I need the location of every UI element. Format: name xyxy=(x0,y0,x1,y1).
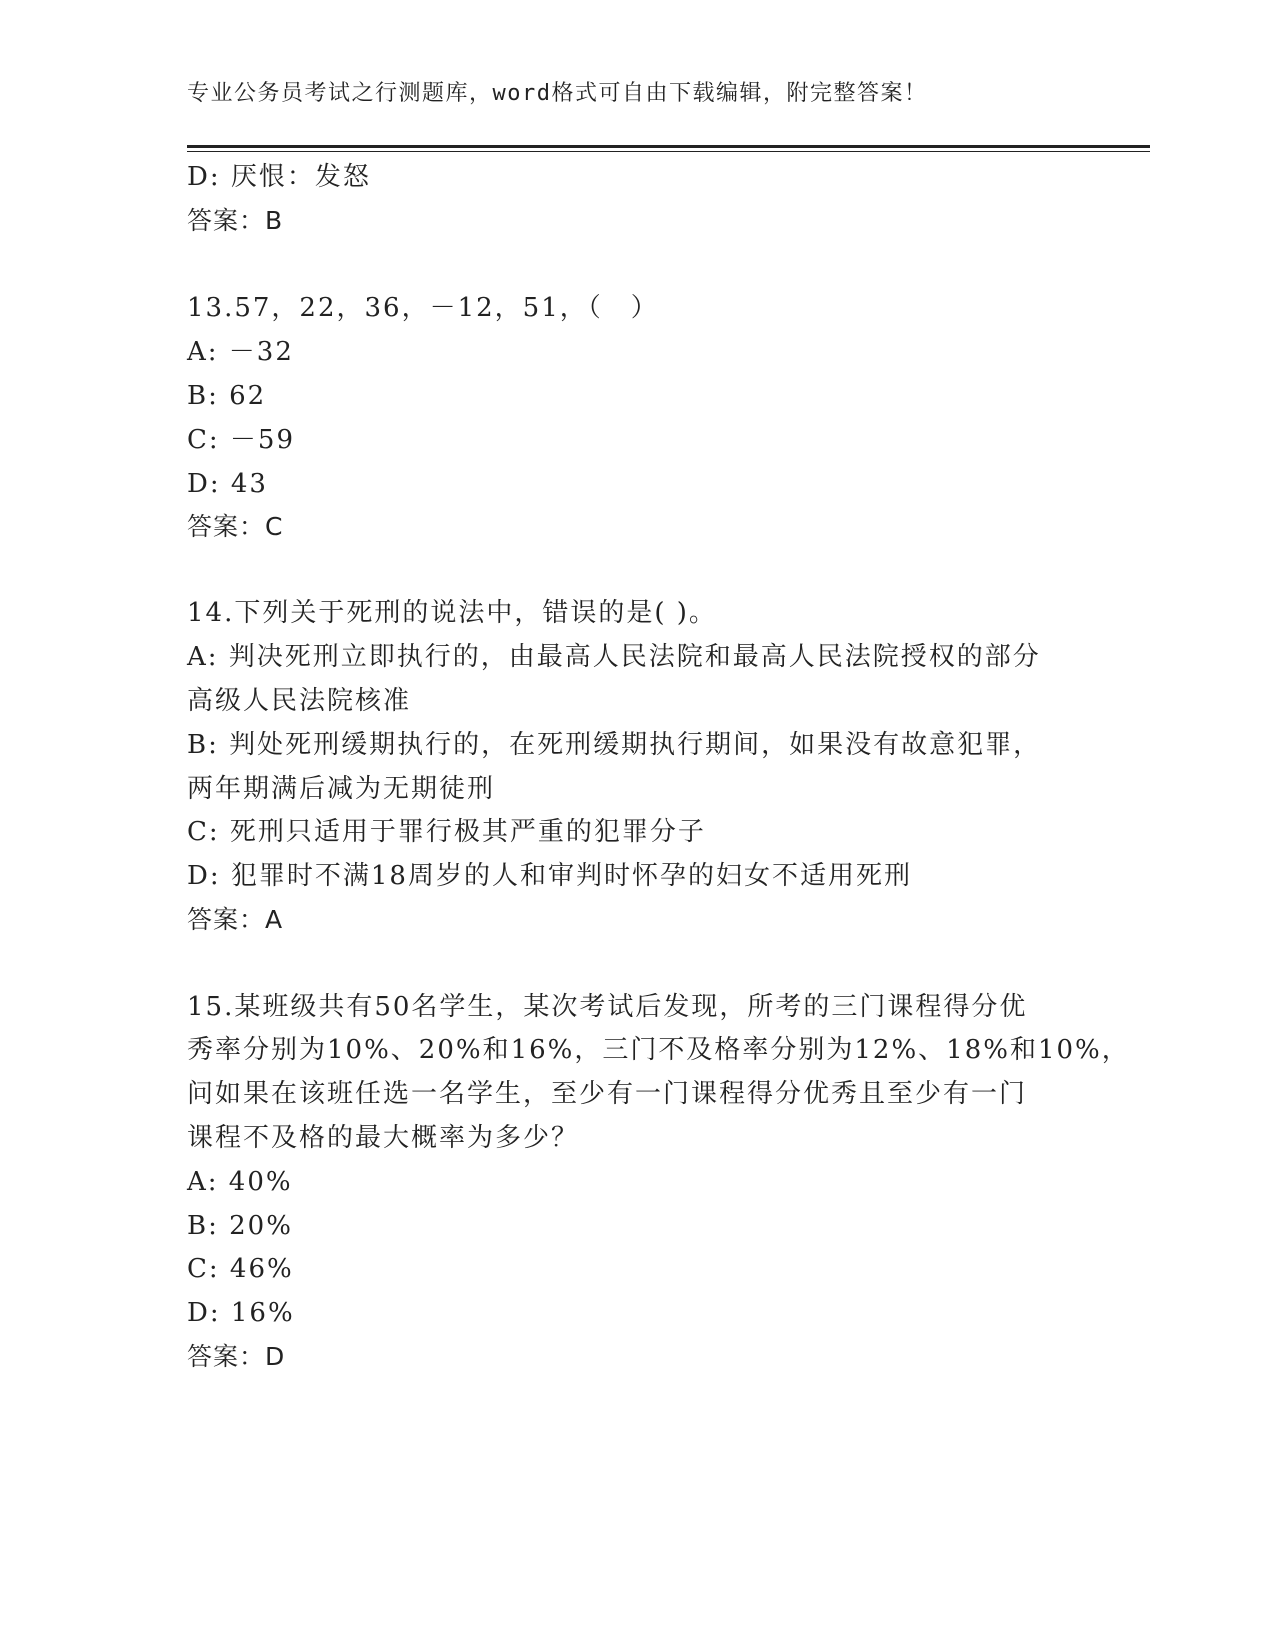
q13-stem: 13.57，22，36，－12，51，（ ） xyxy=(187,293,659,323)
q13-option-d: D: 43 xyxy=(187,469,268,499)
q15-stem-line2: 秀率分别为10%、20%和16%，三门不及格率分别为12%、18%和10%， xyxy=(187,1035,1130,1065)
header-divider-thin xyxy=(187,151,1150,152)
q14-option-a-line2: 高级人民法院核准 xyxy=(187,686,412,716)
q13-option-a: A: －32 xyxy=(187,337,294,367)
q15-stem-line4: 课程不及格的最大概率为多少？ xyxy=(187,1123,580,1153)
page-header: 专业公务员考试之行测题库，word格式可自由下载编辑，附完整答案！ xyxy=(187,81,928,106)
q14-answer: 答案：A xyxy=(187,905,284,934)
q14-option-d: D: 犯罪时不满18周岁的人和审判时怀孕的妇女不适用死刑 xyxy=(187,861,912,891)
q15-answer: 答案：D xyxy=(187,1342,286,1371)
q14-option-a-line1: A: 判决死刑立即执行的，由最高人民法院和最高人民法院授权的部分 xyxy=(187,642,1041,672)
q14-option-b-line1: B: 判处死刑缓期执行的，在死刑缓期执行期间，如果没有故意犯罪， xyxy=(187,730,1042,760)
q13-answer: 答案：C xyxy=(187,512,284,541)
q13-option-c: C: －59 xyxy=(187,425,296,455)
prev-option-d: D: 厌恨：发怒 xyxy=(187,162,371,192)
q14-option-c: C: 死刑只适用于罪行极其严重的犯罪分子 xyxy=(187,817,706,847)
q15-stem-line1: 15.某班级共有50名学生，某次考试后发现，所考的三门课程得分优 xyxy=(187,992,1028,1022)
q15-option-a: A: 40% xyxy=(187,1167,293,1197)
q15-option-d: D: 16% xyxy=(187,1298,295,1328)
q14-stem: 14.下列关于死刑的说法中，错误的是( )。 xyxy=(187,598,717,628)
q15-stem-line3: 问如果在该班任选一名学生，至少有一门课程得分优秀且至少有一门 xyxy=(187,1079,1028,1109)
prev-answer: 答案：B xyxy=(187,206,284,235)
q14-option-b-line2: 两年期满后减为无期徒刑 xyxy=(187,774,496,804)
q15-option-b: B: 20% xyxy=(187,1211,293,1241)
q13-option-b: B: 62 xyxy=(187,381,267,411)
q15-option-c: C: 46% xyxy=(187,1254,294,1284)
header-divider xyxy=(187,145,1150,148)
